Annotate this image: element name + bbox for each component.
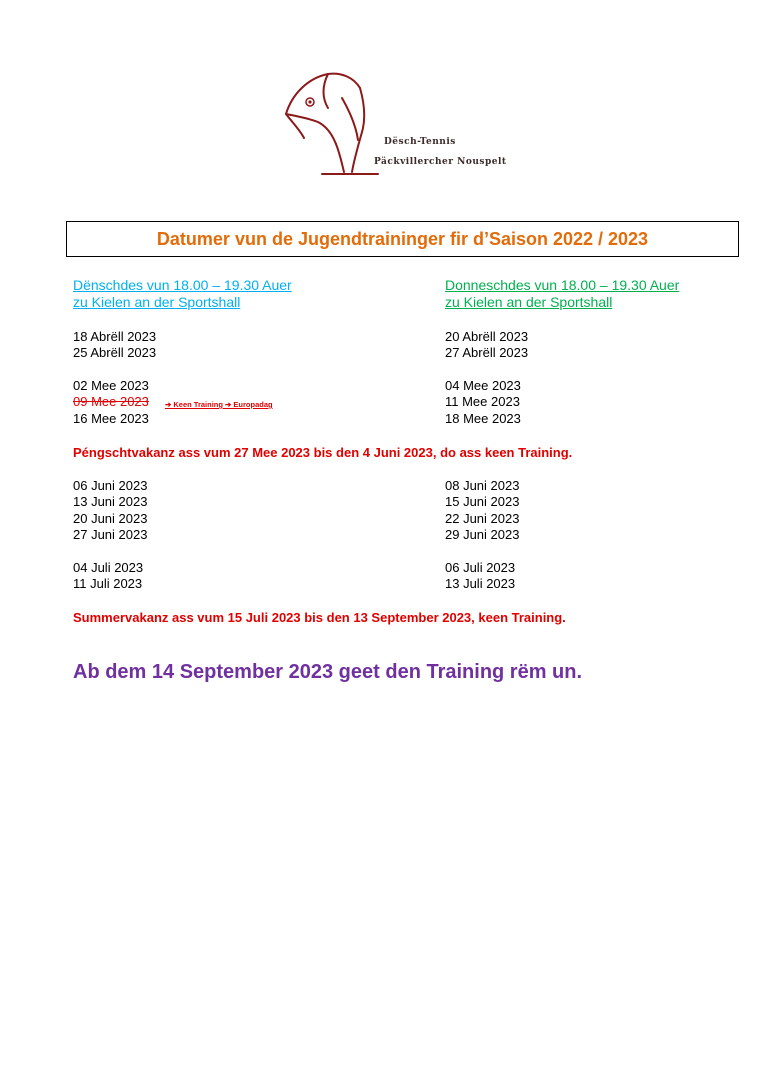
thursday-column-heading: [445, 277, 679, 311]
tuesday-date: 25 Abrëll 2023: [73, 345, 157, 360]
tuesday-heading-time: Dënschdes vun 18.00 – 19.30 Auer: [73, 277, 292, 293]
title-box: [66, 221, 739, 257]
summer-holiday-notice: Summervakanz ass vum 15 Juli 2023 bis den 13 September 2023, keen Training.: [73, 610, 566, 625]
thursday-date: 04 Mee 2023: [445, 378, 521, 393]
page-title: Datumer vun de Jugendtraininger fir d’Saison 2022 / 2023: [156, 228, 649, 249]
logo-line-1: Dësch-Tennis: [384, 137, 456, 147]
logo-line-2: Päckvillercher Nouspelt: [374, 157, 507, 167]
thursday-date: 22 Juni 2023: [445, 511, 520, 526]
thursday-date: 20 Abrëll 2023: [445, 329, 529, 344]
restart-notice: Ab dem 14 September 2023 geet den Training rëm un.: [73, 661, 583, 683]
thursday-date: 13 Juli 2023: [445, 576, 516, 591]
thursday-date: 18 Mee 2023: [445, 411, 521, 426]
thursday-date: 29 Juni 2023: [445, 527, 520, 542]
tuesday-date: 13 Juni 2023: [73, 494, 148, 509]
pentecost-holiday-notice: Péngschtvakanz ass vum 27 Mee 2023 bis den 4 Juni 2023, do ass keen Training.: [73, 445, 573, 460]
club-logo: [282, 68, 512, 183]
tuesday-date: 04 Juli 2023: [73, 560, 144, 575]
thursday-heading-time: Donneschdes vun 18.00 – 19.30 Auer: [445, 277, 680, 293]
tuesday-date: 18 Abrëll 2023: [73, 329, 157, 344]
thursday-date: 06 Juli 2023: [445, 560, 516, 575]
thursday-date: 11 Mee 2023: [445, 394, 520, 409]
tuesday-date: 20 Juni 2023: [73, 511, 148, 526]
tuesday-date-cancelled: 09 Mee 2023: [73, 394, 149, 409]
tuesday-column-heading: [73, 277, 292, 311]
tuesday-date: 02 Mee 2023: [73, 378, 149, 393]
tuesday-date: 27 Juni 2023: [73, 527, 148, 542]
tuesday-date: 06 Juni 2023: [73, 478, 148, 493]
thursday-date: 08 Juni 2023: [445, 478, 520, 493]
thursday-heading-location: zu Kielen an der Sportshall: [445, 294, 613, 310]
tuesday-date: 11 Juli 2023: [73, 576, 143, 591]
tuesday-date: 16 Mee 2023: [73, 411, 149, 426]
thursday-date: 27 Abrëll 2023: [445, 345, 529, 360]
thursday-date: 15 Juni 2023: [445, 494, 520, 509]
tuesday-heading-location: zu Kielen an der Sportshall: [73, 294, 241, 310]
cancelled-note: ➔ Keen Training ➔ Europadag: [165, 400, 273, 409]
